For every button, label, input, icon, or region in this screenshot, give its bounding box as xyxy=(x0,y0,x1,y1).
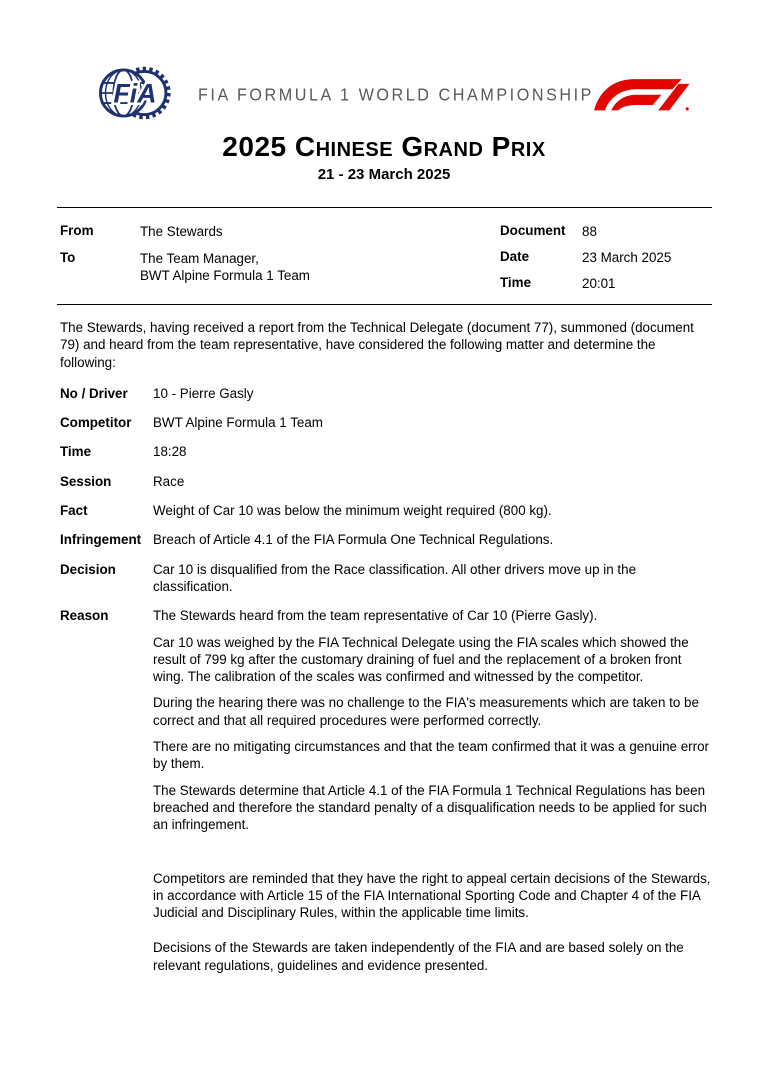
reason-paragraph-3: During the hearing there was no challenge to the FIA's measurements which are taken to be correct and that all required procedures were performed correctly. xyxy=(153,695,699,728)
from-label: From xyxy=(60,223,94,238)
no-driver-label: No / Driver xyxy=(60,385,128,401)
to-value-line2: BWT Alpine Formula 1 Team xyxy=(140,268,310,283)
time-field-value: 18:28 xyxy=(153,444,187,460)
competitor-label: Competitor xyxy=(60,415,132,431)
time-value: 20:01 xyxy=(582,276,616,291)
field-row-reason xyxy=(60,607,713,842)
f1-logo-icon xyxy=(592,76,690,112)
field-row-decision xyxy=(60,561,713,596)
decision-value: Car 10 is disqualified from the Race classification. All other drivers move up in the classification. xyxy=(153,561,637,594)
event-dates: 21 - 23 March 2025 xyxy=(317,166,451,183)
session-value: Race xyxy=(153,473,185,489)
no-driver-value: 10 - Pierre Gasly xyxy=(153,385,254,401)
competitor-value: BWT Alpine Formula 1 Team xyxy=(153,415,323,431)
field-row-no-driver xyxy=(60,385,713,402)
reason-paragraph-1: The Stewards heard from the team representative of Car 10 (Pierre Gasly). xyxy=(153,608,598,624)
document-body xyxy=(60,319,713,974)
championship-title: FIA FORMULA 1 WORLD CHAMPIONSHIP xyxy=(198,86,595,105)
svg-text:FiA: FiA xyxy=(113,78,157,109)
fact-label: Fact xyxy=(60,503,88,519)
field-row-time xyxy=(60,443,713,460)
session-label: Session xyxy=(60,473,112,489)
fia-logo xyxy=(99,62,171,124)
field-row-infringement xyxy=(60,531,713,548)
fact-value: Weight of Car 10 was below the minimum weight required (800 kg). xyxy=(153,503,552,519)
reason-paragraph-4: There are no mitigating circumstances and that the team confirmed that it was a genuine error by them. xyxy=(153,739,709,772)
reason-paragraph-2: Car 10 was weighed by the FIA Technical Delegate using the FIA scales which showed the result of 799 kg after the customary draining of fuel and the replacement of a broken front wing. The calibration of the scales was confirmed and witnessed by the competitor. xyxy=(153,634,689,685)
independence-paragraph: Decisions of the Stewards are taken independently of the FIA and are based solely on the relevant regulations, guidelines and evidence presented. xyxy=(153,940,684,973)
title-block xyxy=(0,131,768,183)
to-label: To xyxy=(60,250,76,265)
to-value xyxy=(140,250,310,284)
event-title: 2025 Chinese Grand Prix xyxy=(222,131,546,162)
field-row-competitor xyxy=(60,414,713,431)
time-field-label: Time xyxy=(60,444,92,460)
infringement-value: Breach of Article 4.1 of the FIA Formula One Technical Regulations. xyxy=(153,532,554,548)
date-value: 23 March 2025 xyxy=(582,250,672,265)
field-row-fact xyxy=(60,502,713,519)
reason-label: Reason xyxy=(60,608,109,624)
infringement-label: Infringement xyxy=(60,532,142,548)
to-value-line1: The Team Manager, xyxy=(140,251,259,266)
intro-paragraph: The Stewards, having received a report from the Technical Delegate (document 77), summoned (document 79) and heard from the team representative, have considered the following matter and determine the following: xyxy=(60,320,694,370)
appeal-rights-paragraph: Competitors are reminded that they have the right to appeal certain decisions of the Stewards, in accordance with Article 15 of the FIA International Sporting Code and Chapter 4 of the FIA Judicial and Disciplinary Rules, within the applicable time limits. xyxy=(153,870,711,921)
date-label: Date xyxy=(500,249,530,264)
document-label: Document xyxy=(500,223,566,238)
reason-value xyxy=(153,607,711,842)
time-label: Time xyxy=(500,275,532,290)
decision-label: Decision xyxy=(60,561,116,577)
fia-logo-icon xyxy=(99,62,171,124)
reason-paragraph-5: The Stewards determine that Article 4.1 of the FIA Formula 1 Technical Regulations has been breached and therefore the standard penalty of a disqualification needs to be applied for such an infringement. xyxy=(153,782,707,833)
meta-section xyxy=(57,207,712,305)
document-value: 88 xyxy=(582,224,597,239)
field-row-session xyxy=(60,473,713,490)
f1-logo xyxy=(592,76,690,112)
from-value: The Stewards xyxy=(140,224,223,239)
